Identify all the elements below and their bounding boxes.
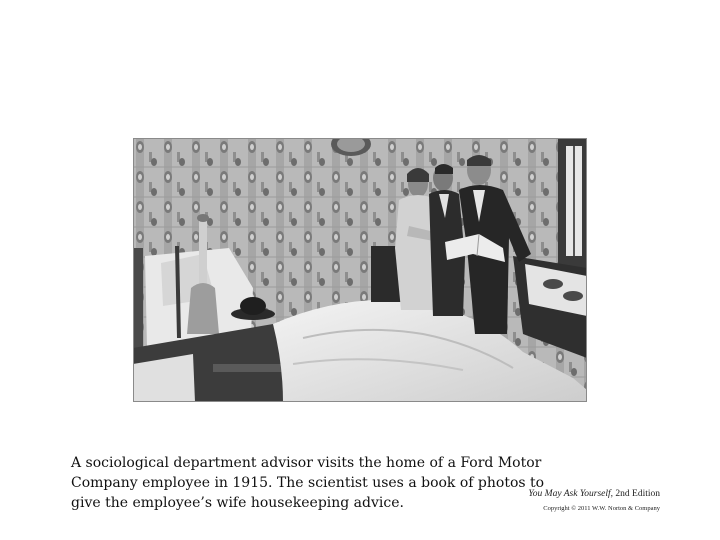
- book-title-line: [500, 488, 660, 501]
- book-edition: 2nd Edition: [613, 489, 660, 499]
- book-title: You May Ask Yourself,: [528, 489, 614, 499]
- historical-photograph: [133, 138, 587, 402]
- photo-caption: [71, 453, 545, 513]
- caption-line-1: A sociological department advisor visits the home of a Ford Motor: [71, 455, 542, 471]
- caption-line-2: Company employee in 1915. The scientist uses a book of photos to: [71, 475, 545, 491]
- copyright-notice: Copyright © 2011 W.W. Norton & Company: [543, 505, 660, 512]
- publisher-credit: [500, 488, 660, 514]
- caption-line-3: give the employee’s wife housekeeping advice.: [71, 495, 404, 511]
